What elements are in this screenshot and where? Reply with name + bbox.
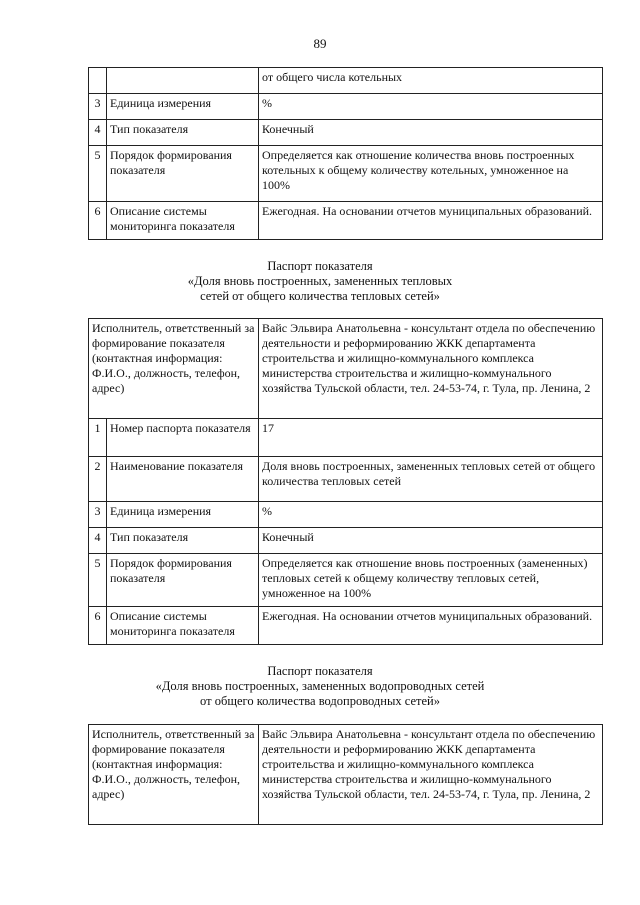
table-row [89,68,603,94]
row-value: Определяется как отношение количества вновь построенных котельных к общему количеству котельных, умноженное на 100% [259,146,603,202]
table-passport-heat-networks [88,318,603,645]
table-row [89,202,603,240]
passport-subtitle-line1: «Доля вновь построенных, замененных тепловых [187,274,453,288]
responsible-label: Исполнитель, ответственный за формирование показателя (контактная информация: Ф.И.О., должность, телефон, адрес) [89,319,259,419]
row-value: Ежегодная. На основании отчетов муниципальных образований. [259,202,603,240]
row-label: Порядок формирования показателя [107,146,259,202]
table-row [89,725,603,825]
table-row [89,607,603,645]
row-value: % [259,502,603,528]
row-number: 4 [89,120,107,146]
row-value: Доля вновь построенных, замененных тепловых сетей от общего количества тепловых сетей [259,457,603,502]
row-value: Конечный [259,120,603,146]
responsible-label: Исполнитель, ответственный за формирование показателя (контактная информация: Ф.И.О., должность, телефон, адрес) [89,725,259,825]
table-passport-water-networks [88,724,603,825]
responsible-value: Вайс Эльвира Анатольевна - консультант отдела по обеспечению деятельности и реформированию ЖКК департамента строительства и жилищно-коммунального комплекса министерства строительства и жилищно-коммунального хозяйства Тульской области, тел. 24-53-74, г. Тула, пр. Ленина, 2 [259,725,603,825]
passport-heading-heat-networks [0,259,640,304]
row-value: % [259,94,603,120]
row-value: 17 [259,419,603,457]
table-row [89,120,603,146]
table-row [89,319,603,419]
passport-subtitle-line1: «Доля вновь построенных, замененных водопроводных сетей [155,679,485,693]
table-row [89,457,603,502]
row-label: Наименование показателя [107,457,259,502]
row-number: 5 [89,554,107,607]
table-row [89,502,603,528]
responsible-value: Вайс Эльвира Анатольевна - консультант отдела по обеспечению деятельности и реформированию ЖКК департамента строительства и жилищно-коммунального комплекса министерства строительства и жилищно-коммунального хозяйства Тульской области, тел. 24-53-74, г. Тула, пр. Ленина, 2 [259,319,603,419]
row-value: от общего числа котельных [259,68,603,94]
row-number: 3 [89,502,107,528]
row-value: Определяется как отношение вновь построенных (замененных) тепловых сетей к общему количеству тепловых сетей, умноженное на 100% [259,554,603,607]
page-number: 89 [313,36,327,51]
row-number: 4 [89,528,107,554]
passport-subtitle-line2: сетей от общего количества тепловых сетей» [200,289,440,303]
row-number: 3 [89,94,107,120]
table-row [89,94,603,120]
passport-title: Паспорт показателя [267,259,373,273]
row-number: 5 [89,146,107,202]
row-number [89,68,107,94]
passport-heading-water-networks [0,664,640,709]
row-label: Единица измерения [107,502,259,528]
passport-title: Паспорт показателя [267,664,373,678]
table-passport-continued [88,67,603,240]
table-row [89,419,603,457]
row-number: 6 [89,607,107,645]
row-label: Описание системы мониторинга показателя [107,202,259,240]
row-label [107,68,259,94]
table-row [89,146,603,202]
row-label: Тип показателя [107,528,259,554]
table-row [89,554,603,607]
row-number: 1 [89,419,107,457]
row-label: Описание системы мониторинга показателя [107,607,259,645]
passport-subtitle-line2: от общего количества водопроводных сетей» [200,694,440,708]
row-number: 2 [89,457,107,502]
row-number: 6 [89,202,107,240]
row-label: Тип показателя [107,120,259,146]
row-value: Конечный [259,528,603,554]
table-row [89,528,603,554]
row-label: Номер паспорта показателя [107,419,259,457]
row-label: Порядок формирования показателя [107,554,259,607]
row-value: Ежегодная. На основании отчетов муниципальных образований. [259,607,603,645]
row-label: Единица измерения [107,94,259,120]
